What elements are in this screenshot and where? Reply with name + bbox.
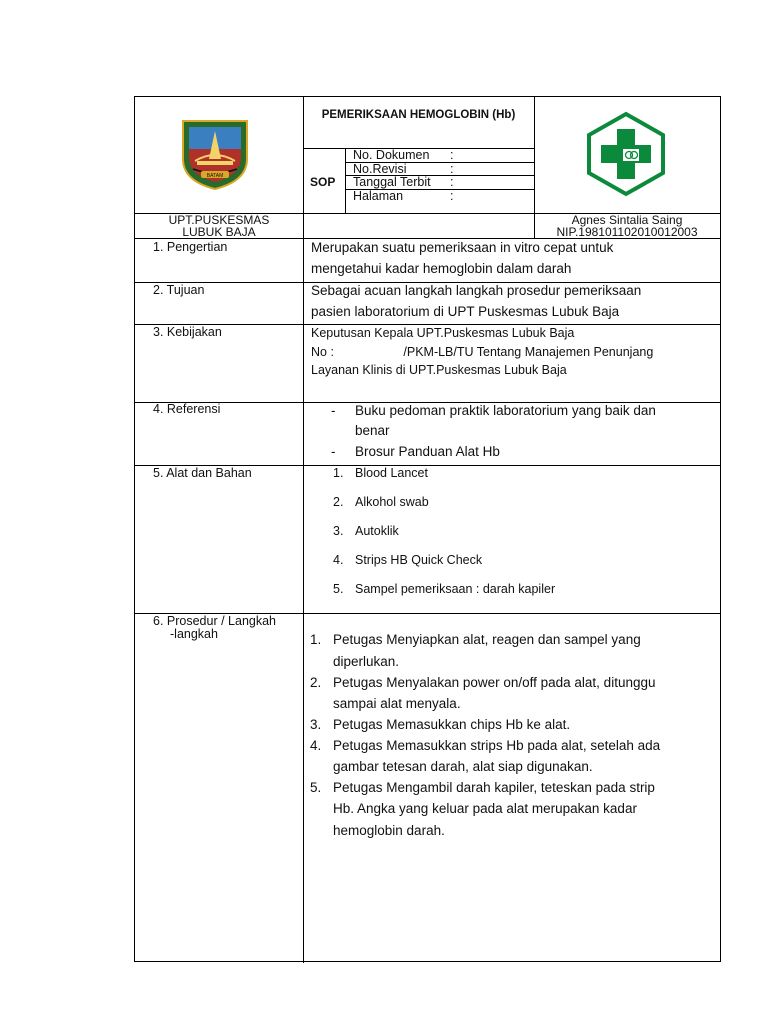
signer-nip: NIP.198101102010012003: [556, 225, 698, 239]
step-num-4: 4.: [310, 738, 322, 753]
step-num-1: 1.: [310, 632, 322, 647]
institution-line-2: LUBUK BAJA: [182, 225, 256, 239]
alat-num-3: 3.: [333, 524, 344, 538]
tujuan-line-2: pasien laboratorium di UPT Puskesmas Lubuk Baja: [311, 304, 620, 319]
sop-label: SOP: [310, 175, 336, 189]
alat-item-3: Autoklik: [355, 524, 399, 538]
referensi-item-2-line-1: Brosur Panduan Alat Hb: [355, 444, 500, 459]
referensi-bullet-2: -: [331, 444, 336, 459]
step-4-line-2: gambar tetesan darah, alat siap digunakan.: [333, 759, 593, 774]
section-label-prosedur-1: 6. Prosedur / Langkah: [153, 614, 276, 628]
signer-name: Agnes Sintalia Saing: [571, 213, 683, 227]
alat-num-5: 5.: [333, 582, 344, 596]
step-num-5: 5.: [310, 780, 322, 795]
step-5-line-3: hemoglobin darah.: [333, 823, 445, 838]
alat-num-2: 2.: [333, 495, 344, 509]
step-num-2: 2.: [310, 675, 322, 690]
section-label-alat: 5. Alat dan Bahan: [153, 466, 252, 480]
step-1-line-1: Petugas Menyiapkan alat, reagen dan sampel yang: [333, 632, 641, 647]
meta-halaman: Halaman :: [353, 189, 454, 203]
batam-emblem-logo: [181, 119, 249, 191]
referensi-item-1-line-2: benar: [355, 423, 390, 438]
section-label-prosedur-2: -langkah: [170, 627, 218, 641]
meta-no-revisi: No.Revisi :: [353, 162, 454, 176]
alat-num-4: 4.: [333, 553, 344, 567]
section-label-tujuan: 2. Tujuan: [153, 283, 205, 297]
step-2-line-2: sampai alat menyala.: [333, 696, 461, 711]
step-4-line-1: Petugas Memasukkan strips Hb pada alat, setelah ada: [333, 738, 661, 753]
pengertian-line-1: Merupakan suatu pemeriksaan in vitro cepat untuk: [311, 240, 614, 255]
institution-line-1: UPT.PUSKESMAS: [168, 213, 270, 227]
referensi-bullet-1: -: [331, 403, 336, 418]
kebijakan-line-1: Keputusan Kepala UPT.Puskesmas Lubuk Baja: [311, 326, 575, 340]
step-2-line-1: Petugas Menyalakan power on/off pada alat, ditunggu: [333, 675, 656, 690]
meta-tanggal-terbit: Tanggal Terbit :: [353, 175, 454, 189]
alat-item-4: Strips HB Quick Check: [355, 553, 483, 567]
document-title: PEMERIKSAAN HEMOGLOBIN (Hb): [321, 109, 516, 121]
section-label-referensi: 4. Referensi: [153, 402, 221, 416]
meta-no-dokumen: No. Dokumen :: [353, 148, 454, 162]
sop-document: [134, 96, 721, 962]
section-label-pengertian: 1. Pengertian: [153, 240, 228, 254]
kebijakan-line-3: Layanan Klinis di UPT.Puskesmas Lubuk Baja: [311, 363, 567, 377]
step-3-line-1: Petugas Memasukkan chips Hb ke alat.: [333, 717, 571, 732]
step-num-3: 3.: [310, 717, 322, 732]
step-1-line-2: diperlukan.: [333, 654, 400, 669]
alat-num-1: 1.: [333, 466, 344, 480]
section-label-kebijakan: 3. Kebijakan: [153, 325, 222, 339]
alat-item-1: Blood Lancet: [355, 466, 428, 480]
batam-logo-text: BATAM: [206, 173, 224, 179]
tujuan-line-1: Sebagai acuan langkah langkah prosedur pemeriksaan: [311, 283, 642, 298]
kebijakan-line-2: No : /PKM-LB/TU Tentang Manajemen Penunjang: [311, 345, 654, 359]
sop-divider: [345, 148, 346, 213]
pengertian-line-2: mengetahui kadar hemoglobin dalam darah: [311, 261, 572, 276]
puskesmas-logo: [583, 111, 669, 197]
alat-item-2: Alkohol swab: [355, 495, 429, 509]
alat-item-5: Sampel pemeriksaan : darah kapiler: [355, 582, 556, 596]
step-5-line-1: Petugas Mengambil darah kapiler, teteskan pada strip: [333, 780, 655, 795]
referensi-item-1-line-1: Buku pedoman praktik laboratorium yang baik dan: [355, 403, 656, 418]
step-5-line-2: Hb. Angka yang keluar pada alat merupakan kadar: [333, 801, 637, 816]
column-divider: [303, 97, 304, 963]
